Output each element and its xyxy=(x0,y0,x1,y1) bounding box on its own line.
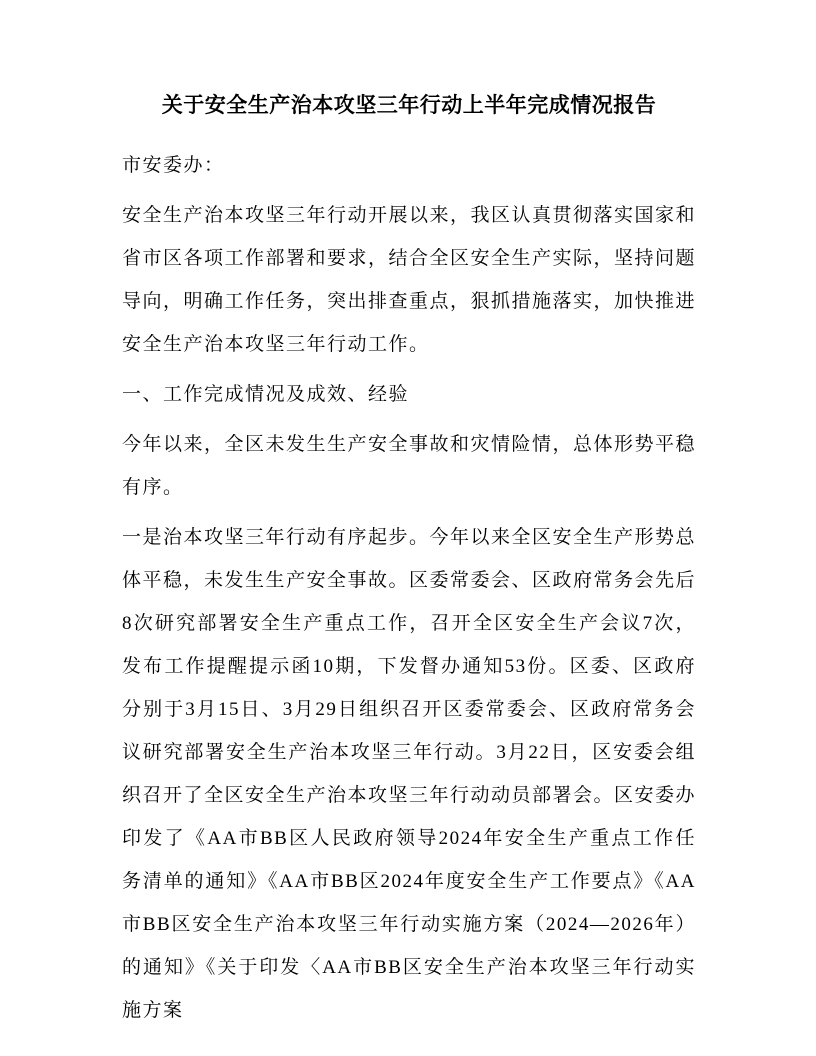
paragraph-overview: 今年以来，全区未发生生产安全事故和灾情险情，总体形势平稳有序。 xyxy=(122,434,697,498)
section-heading-1: 一、工作完成情况及成效、经验 xyxy=(122,384,410,405)
salutation: 市安委办： xyxy=(122,155,225,176)
document-title: 关于安全生产治本攻坚三年行动上半年完成情况报告 xyxy=(161,93,657,117)
paragraph-detail-1: 一是治本攻坚三年行动有序起步。今年以来全区安全生产形势总体平稳，未发生生产安全事故。区委常委会、区政府常务会先后8次研究部署安全生产重点工作，召开全区安全生产会议7次，发布工作提醒提示函10期，下发督办通知53份。区委、区政府分别于3月15日、3月29日组织召开区委常委会、区政府常务会议研究部署安全生产治本攻坚三年行动。3月22日，区安委会组织召开了全区安全生产治本攻坚三年行动动员部署会。区安委办印发了《AA市BB区人民政府领导2024年安全生产重点工作任务清单的通知》《AA市BB区2024年度安全生产工作要点》《AA市BB区安全生产治本攻坚三年行动实施方案（2024—2026年）的通知》《关于印发〈AA市BB区安全生产治本攻坚三年行动实施方案 xyxy=(122,527,697,1021)
paragraph-intro: 安全生产治本攻坚三年行动开展以来，我区认真贯彻落实国家和省市区各项工作部署和要求，结合全区安全生产实际，坚持问题导向，明确工作任务，突出排查重点，狠抓措施落实，加快推进安全生产治本攻坚三年行动工作。 xyxy=(122,205,697,355)
